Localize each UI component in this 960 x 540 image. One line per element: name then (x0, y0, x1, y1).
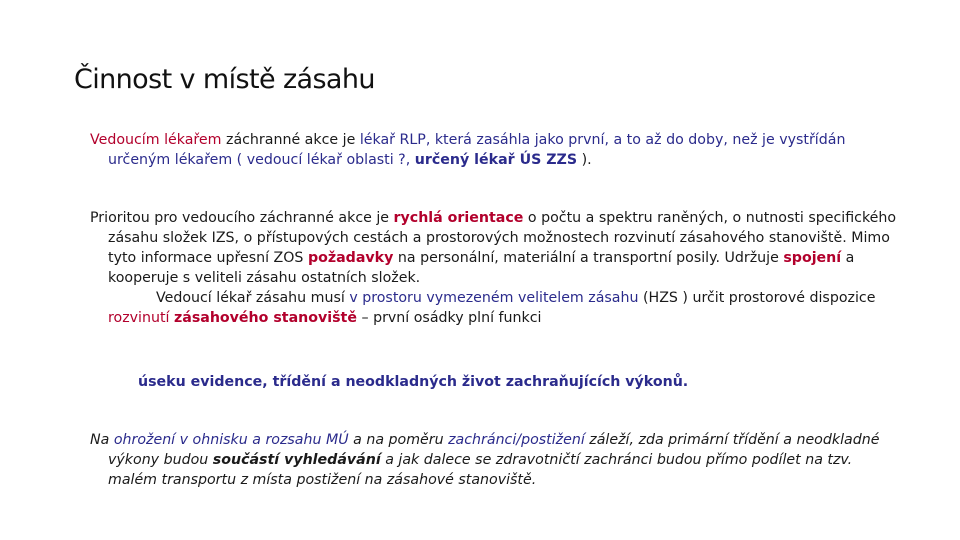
text-span: , která zasáhla jako první, a to až do doby, než je vystřídán (425, 132, 846, 148)
text-span: požadavky (307, 250, 394, 266)
text-span: ). (577, 152, 592, 168)
text-span: a kooperuje s veliteli zásahu ostatních složek. (108, 250, 855, 286)
paragraph-priority (90, 208, 898, 328)
text-span: Vedoucí lékař zásahu musí (156, 290, 350, 306)
paragraph-triage (90, 430, 898, 490)
text-span: a jak dalece se zdravotničtí zachránci budou přímo podílet na tzv. malém transportu z místa postižení na zásahové stanoviště. (108, 452, 853, 488)
text-span: určeným lékařem ( vedoucí lékař oblasti ?, (108, 152, 415, 168)
text-span: o počtu a spektru raněných, o nutnosti specifického zásahu složek IZS, o přístupových cestách a prostorových možnostech rozvinutí zásahového stanoviště. Mimo tyto informace upřesní ZOS (108, 210, 897, 266)
text-span: rychlá orientace (393, 210, 524, 226)
text-span: a na poměru (348, 432, 449, 448)
text-span: zásahového stanoviště (173, 310, 357, 326)
text-span: součástí vyhledávání (212, 452, 381, 468)
page-title: Činnost v místě zásahu (74, 64, 375, 95)
text-span: lékař RLP (359, 132, 426, 148)
text-span: v prostoru vymezeném velitelem zásahu (349, 290, 639, 306)
text-span: na personální, materiální a transportní posily. Udržuje (393, 250, 784, 266)
paragraph-lead-physician (90, 130, 898, 170)
text-span: rozvinutí (108, 310, 174, 326)
text-span: zachránci/postižení (448, 432, 585, 448)
text-span: úseku evidence, třídění a neodkladných život zachraňujících výkonů. (138, 374, 689, 390)
text-span: (HZS ) určit prostorové dispozice (638, 290, 876, 306)
text-span: záleží, zda primární třídění a neodkladné výkony budou (108, 432, 880, 468)
text-span: určený lékař ÚS ZZS (414, 152, 578, 168)
text-span: Vedoucím lékařem (90, 132, 222, 148)
text-span: spojení (783, 250, 842, 266)
text-span: záchranné akce je (221, 132, 360, 148)
paragraph-functions (138, 372, 838, 392)
text-span: – první osádky plní funkci (356, 310, 542, 326)
text-span: Prioritou pro vedoucího záchranné akce je (90, 210, 394, 226)
text-span: Na (90, 432, 114, 448)
text-span: ohrožení v ohnisku a rozsahu MÚ (113, 432, 349, 448)
